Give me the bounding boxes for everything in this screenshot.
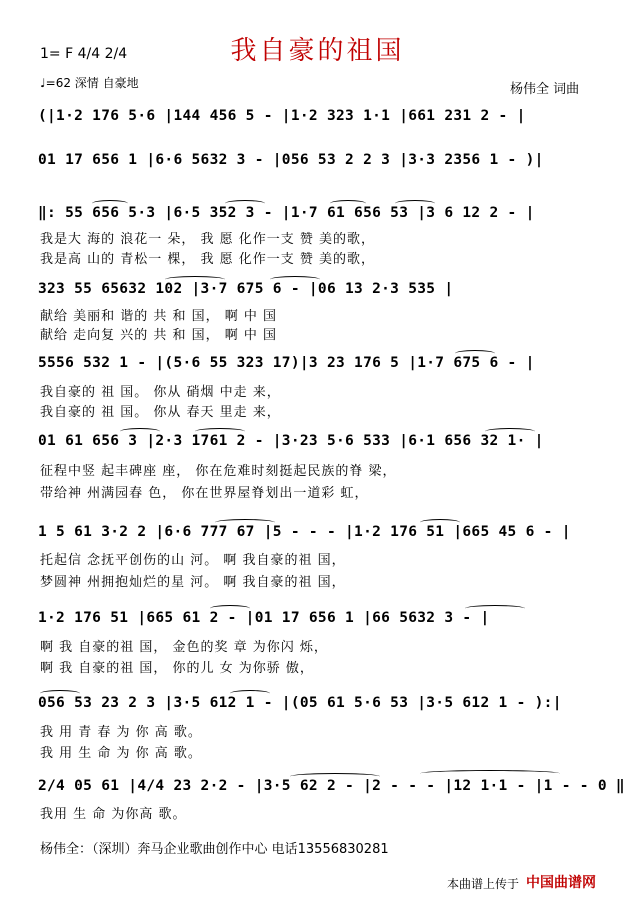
lyric-line: 献给 美丽和 谐的 共 和 国， 啊 中 国 (40, 309, 278, 324)
lyric-line: 带给神 州满园春 色， 你在世界屋脊划出一道彩 虹， (40, 486, 369, 501)
slur-mark (420, 770, 560, 777)
notation-line: 01 61 656 3 |2·3 1761 2 - |3·23 5·6 533 |6·1 656 32 1· | (38, 433, 544, 449)
notation-line: 2/4 05 61 |4/4 23 2·2 - |3·5 62 2 - |2 - - - |12 1·1 - |1 - - 0 ‖ (38, 778, 625, 794)
notation-line: 1·2 176 51 |665 61 2 - |01 17 656 1 |66 5632 3 - | (38, 610, 490, 626)
slur-mark (465, 605, 525, 612)
lyric-line: 征程中竖 起丰碑座 座， 你在危难时刻挺起民族的脊 梁， (40, 464, 397, 479)
lyric-line: 我 用 生 命 为 你 高 歌。 (40, 746, 202, 761)
lyric-line: 我自豪的 祖 国。 你从 硝烟 中走 来， (40, 385, 281, 400)
lyric-line: 我是大 海的 浪花一 朵， 我 愿 化作一支 赞 美的歌， (40, 232, 376, 247)
song-title: 我自豪的祖国 (230, 36, 405, 66)
slur-mark (330, 200, 366, 207)
lyric-line: 我 用 青 春 为 你 高 歌。 (40, 725, 202, 740)
slur-mark (225, 200, 265, 207)
slur-mark (165, 276, 225, 283)
slur-mark (92, 200, 128, 207)
slur-mark (290, 773, 380, 780)
lyric-line: 啊 我 自豪的祖 国， 金色的奖 章 为你闪 烁， (40, 640, 328, 655)
slur-mark (270, 276, 320, 283)
slur-mark (420, 519, 460, 526)
notation-line: ‖: 55 656 5·3 |6·5 352 3 - |1·7 61 656 53 |3 6 12 2 - | (38, 205, 535, 221)
site-logo[interactable]: 中国曲谱网 (526, 875, 596, 891)
slur-mark (210, 605, 250, 612)
notation-line: 5556 532 1 - |(5·6 55 323 17)|3 23 176 5 |1·7 675 6 - | (38, 355, 535, 371)
lyric-line: 我用 生 命 为你高 歌。 (40, 807, 187, 822)
slur-mark (215, 519, 275, 526)
author-credit: 杨伟全 词曲 (510, 82, 580, 97)
slur-mark (230, 690, 270, 697)
slur-mark (395, 200, 435, 207)
slur-mark (455, 350, 495, 357)
slur-mark (195, 428, 245, 435)
footer-contact: 杨伟全：（深圳）奔马企业歌曲创作中心 电话13556830281 (40, 842, 389, 857)
slur-mark (120, 428, 160, 435)
lyric-line: 献给 走向复 兴的 共 和 国， 啊 中 国 (40, 328, 278, 343)
notation-line: 01 17 656 1 |6·6 5632 3 - |056 53 2 2 3 |3·3 2356 1 - )| (38, 152, 544, 168)
lyric-line: 托起信 念抚平创伤的山 河。 啊 我自豪的祖 国， (40, 553, 346, 568)
slur-mark (40, 690, 80, 697)
tempo-marking: ♩=62 深情 自豪地 (40, 76, 139, 90)
upload-note: 本曲谱上传于 (447, 877, 520, 891)
notation-line: 056 53 23 2 3 |3·5 612 1 - |(05 61 5·6 53 |3·5 612 1 - ):| (38, 695, 562, 711)
lyric-line: 我自豪的 祖 国。 你从 春天 里走 来， (40, 405, 281, 420)
key-signature: 1= F 4/4 2/4 (40, 46, 128, 62)
lyric-line: 我是高 山的 青松一 棵， 我 愿 化作一支 赞 美的歌， (40, 252, 376, 267)
slur-mark (485, 428, 535, 435)
lyric-line: 梦圆神 州拥抱灿烂的星 河。 啊 我自豪的祖 国， (40, 575, 346, 590)
notation-line: (|1·2 176 5·6 |144 456 5 - |1·2 323 1·1 |661 231 2 - | (38, 108, 526, 124)
lyric-line: 啊 我 自豪的祖 国， 你的儿 女 为你骄 傲， (40, 661, 314, 676)
notation-line: 1 5 61 3·2 2 |6·6 777 67 |5 - - - |1·2 176 51 |665 45 6 - | (38, 524, 571, 540)
notation-line: 323 55 65632 102 |3·7 675 6 - |06 13 2·3 535 | (38, 281, 454, 297)
